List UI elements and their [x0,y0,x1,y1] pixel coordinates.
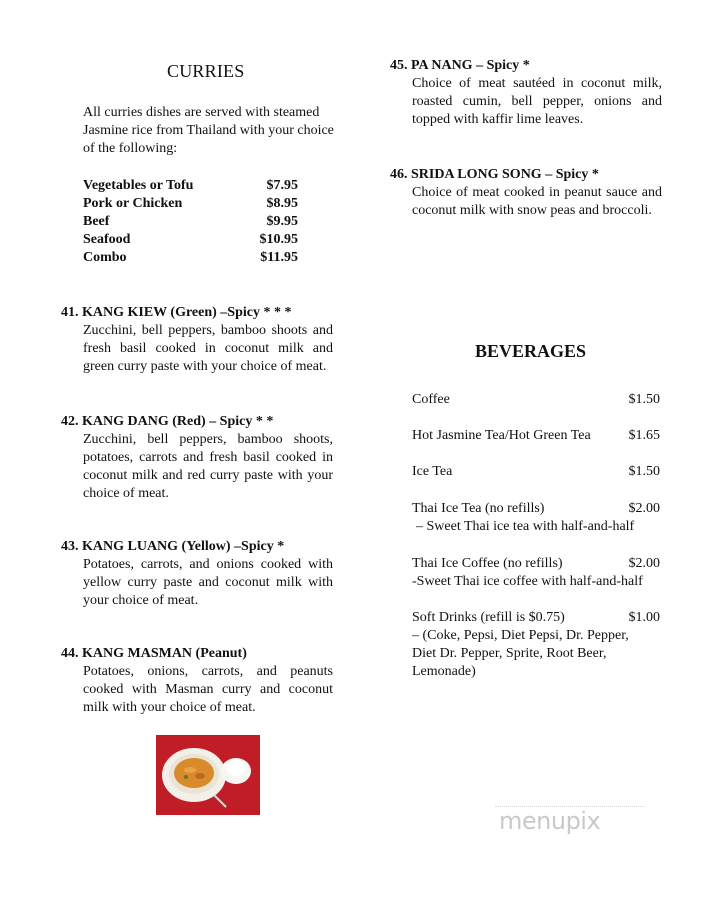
item-title: 43. KANG LUANG (Yellow) –Spicy * [61,539,285,554]
curry-bowl-image [156,735,260,815]
beverage-price: $1.00 [628,610,660,625]
beverage-price: $1.50 [628,392,660,407]
beverage-item [412,500,660,536]
beverage-price: $1.50 [628,464,660,479]
price-name: Vegetables or Tofu [83,178,194,193]
beverage-item [412,463,660,481]
beverage-item [412,609,660,681]
price-row [83,231,298,249]
price-value: $10.95 [259,232,298,247]
item-description: Potatoes, carrots, and onions cooked with yellow curry paste and coconut milk with your choice of meat. [83,557,333,608]
beverage-price: $2.00 [628,501,660,516]
menu-item-41 [61,304,333,376]
price-value: $9.95 [266,214,298,229]
price-row [83,177,298,195]
item-description: Potatoes, onions, carrots, and peanuts cooked with Masman curry and coconut milk with your choice of meat. [83,664,333,715]
item-title: 44. KANG MASMAN (Peanut) [61,646,247,661]
menu-item-45 [390,57,662,129]
beverage-name: Coffee [412,392,450,407]
curry-price-table [83,177,298,267]
item-description: Zucchini, bell peppers, bamboo shoots, potatoes, carrots and fresh basil cooked in coconut milk and red curry paste with your choice of meat. [83,432,333,501]
beverage-price: $2.00 [628,556,660,571]
beverage-item [412,391,660,409]
price-name: Seafood [83,232,131,247]
price-name: Beef [83,214,110,229]
beverage-note: -Sweet Thai ice coffee with half-and-half [412,574,643,589]
item-title: 41. KANG KIEW (Green) –Spicy * * * [61,305,292,320]
price-row [83,195,298,213]
beverage-item [412,427,660,445]
curries-heading: CURRIES [167,61,245,81]
price-row [83,249,298,267]
beverage-name: Soft Drinks (refill is $0.75) [412,610,565,625]
menupix-watermark: menupix [499,807,601,835]
beverages-heading: BEVERAGES [475,341,587,361]
price-name: Combo [83,250,127,265]
price-name: Pork or Chicken [83,196,183,211]
item-description: Choice of meat cooked in peanut sauce and coconut milk with snow peas and broccoli. [412,185,662,218]
beverage-name: Hot Jasmine Tea/Hot Green Tea [412,428,591,443]
price-value: $11.95 [260,250,298,265]
menu-item-42 [61,413,333,503]
beverage-name: Thai Ice Coffee (no refills) [412,556,563,571]
beverage-name: Ice Tea [412,464,453,479]
item-description: Choice of meat sautéed in coconut milk, roasted cumin, bell pepper, onions and topped with kaffir lime leaves. [412,76,662,127]
beverage-item [412,555,660,591]
beverage-name: Thai Ice Tea (no refills) [412,501,545,516]
menu-item-43 [61,538,333,610]
item-title: 42. KANG DANG (Red) – Spicy * * [61,414,274,429]
curries-intro: All curries dishes are served with steamed Jasmine rice from Thailand with your choice of the following: [83,105,334,156]
item-description: Zucchini, bell peppers, bamboo shoots and fresh basil cooked in coconut milk and green curry paste with your choice of meat. [83,323,333,374]
beverage-note: – Sweet Thai ice tea with half-and-half [416,519,635,534]
curry-photo [156,735,260,815]
price-value: $7.95 [266,178,298,193]
item-title: 45. PA NANG – Spicy * [390,58,530,73]
beverage-price: $1.65 [628,428,660,443]
price-row [83,213,298,231]
menu-item-44 [61,645,333,717]
price-value: $8.95 [266,196,298,211]
beverage-note: – (Coke, Pepsi, Diet Pepsi, Dr. Pepper, Diet Dr. Pepper, Sprite, Root Beer, Lemonade) [412,628,629,679]
item-title: 46. SRIDA LONG SONG – Spicy * [390,167,599,182]
menu-item-46 [390,166,662,220]
